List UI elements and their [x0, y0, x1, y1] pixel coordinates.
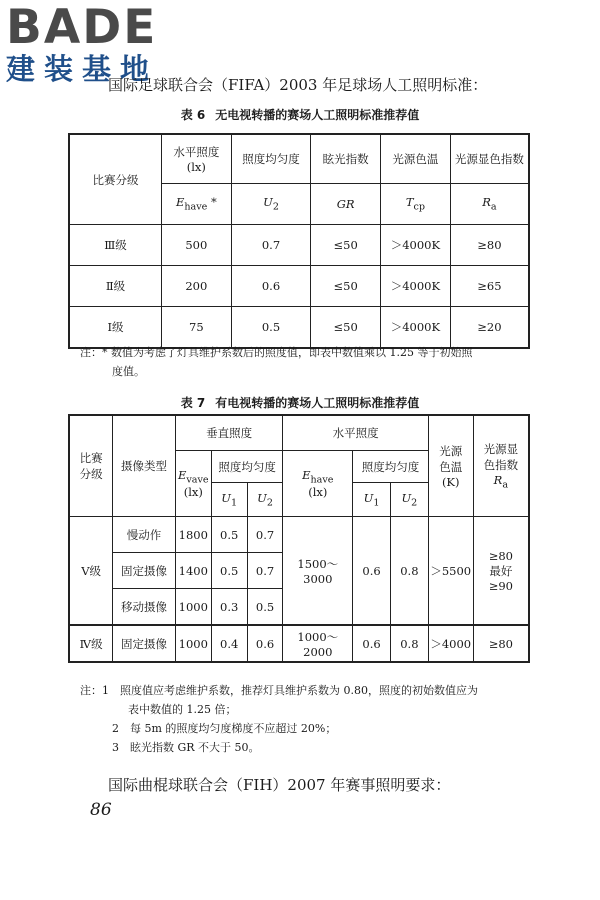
table7-note-1-line2: 表中数值的 1.25 倍；	[128, 703, 237, 716]
table6-caption-text: 无电视转播的赛场人工照明标准推荐值	[215, 108, 420, 122]
intro-line: 国际足球联合会（FIFA）2003 年足球场人工照明标准：	[108, 76, 488, 94]
table7-v-hu1: 0.6	[353, 517, 391, 626]
table7-header-e-vave: $E_{vave}$ (lx)	[175, 451, 211, 517]
table7-header-color-render: 光源显 色指数 $R_a$	[473, 415, 529, 517]
footer-line: 国际曲棍球联合会（FIH）2007 年赛事照明要求：	[108, 776, 451, 794]
table6-symbol-t: $T_{cp}$	[381, 184, 451, 225]
table6-header-uniformity: 照度均匀度	[231, 134, 311, 184]
table7-header-vertical: 垂直照度	[175, 415, 283, 451]
table7-caption-number: 表 7	[180, 396, 206, 410]
table7-v-cr: ≥80 最好 ≥90	[473, 517, 529, 626]
table7-note-3: 3 眩光指数 GR 不大于 50。	[112, 741, 260, 754]
table7-v-hu2: 0.8	[390, 517, 428, 626]
table6-symbol-u: $U_2$	[231, 184, 311, 225]
table7-note-2: 2 每 5m 的照度均匀度梯度不应超过 20%；	[112, 722, 337, 735]
table6-caption	[0, 106, 600, 123]
table7-header-v-u1: $U_1$	[211, 483, 247, 517]
table6-symbol-e: $E_{have}$ *	[161, 184, 231, 225]
table7-header-h-u2: $U_2$	[390, 483, 428, 517]
table-row: Ⅲ级 500 0.7 ≤50 ＞4000K ≥80	[69, 225, 529, 266]
table7-caption	[0, 394, 600, 411]
table-row: Ⅳ级 固定摄像 1000 0.4 0.6 1000～2000 0.6 0.8 ＞4000 ≥80	[69, 625, 529, 662]
table7-note-1-line1: 注：1 照度值应考虑维护系数，推荐灯具维护系数为 0.80，照度的初始数值应为	[80, 684, 478, 697]
table6-symbol-r: $R_a$	[450, 184, 529, 225]
table6-note-line2: 度值。	[112, 365, 145, 378]
table7-header-v-uniformity: 照度均匀度	[211, 451, 283, 483]
table6-caption-number: 表 6	[180, 108, 206, 122]
table6-header-level: 比赛分级	[69, 134, 161, 225]
logo-text-en: BADE	[6, 0, 158, 55]
table7-header-camera: 摄像类型	[113, 415, 176, 517]
table7-header-v-u2: $U_2$	[247, 483, 283, 517]
page-number: 86	[90, 800, 112, 820]
table6-header-color-render: 光源显色指数	[450, 134, 529, 184]
table7-v-ct: ＞5500	[428, 517, 473, 626]
logo-text-cn: 建装基地	[6, 52, 159, 86]
table-row: 移动摄像 1000 0.3 0.5	[69, 589, 529, 626]
table7-caption-text: 有电视转播的赛场人工照明标准推荐值	[215, 396, 420, 410]
table-row: 固定摄像 1400 0.5 0.7	[69, 553, 529, 589]
table7-v-eh: 1500～3000	[283, 517, 353, 626]
table-row: Ⅴ级 慢动作 1800 0.5 0.7 1500～3000 0.6 0.8 ＞5500 ≥80 最好 ≥90	[69, 517, 529, 553]
table6-header-color-temp: 光源色温	[381, 134, 451, 184]
table6-note-line1: 注：* 数值为考虑了灯具维护系数后的照度值，即表中数值乘以 1.25 等于初始照	[80, 346, 473, 359]
table7-header-color-temp: 光源 色温 (K)	[428, 415, 473, 517]
table7-header-h-uniformity: 照度均匀度	[353, 451, 429, 483]
table7-header-e-have: $E_{have}$ (lx)	[283, 451, 353, 517]
table6-symbol-gr: GR	[311, 184, 381, 225]
table7-header-h-u1: $U_1$	[353, 483, 391, 517]
table7	[68, 414, 530, 663]
table7-header-level: 比赛 分级	[69, 415, 113, 517]
table6-header-glare: 眩光指数	[311, 134, 381, 184]
table7-level-v: Ⅴ级	[69, 517, 113, 626]
table-row: Ⅰ级 75 0.5 ≤50 ＞4000K ≥20	[69, 307, 529, 349]
table6-header-horizontal: 水平照度 (lx)	[161, 134, 231, 184]
table6	[68, 133, 530, 349]
table-row: Ⅱ级 200 0.6 ≤50 ＞4000K ≥65	[69, 266, 529, 307]
table7-header-horizontal: 水平照度	[283, 415, 428, 451]
